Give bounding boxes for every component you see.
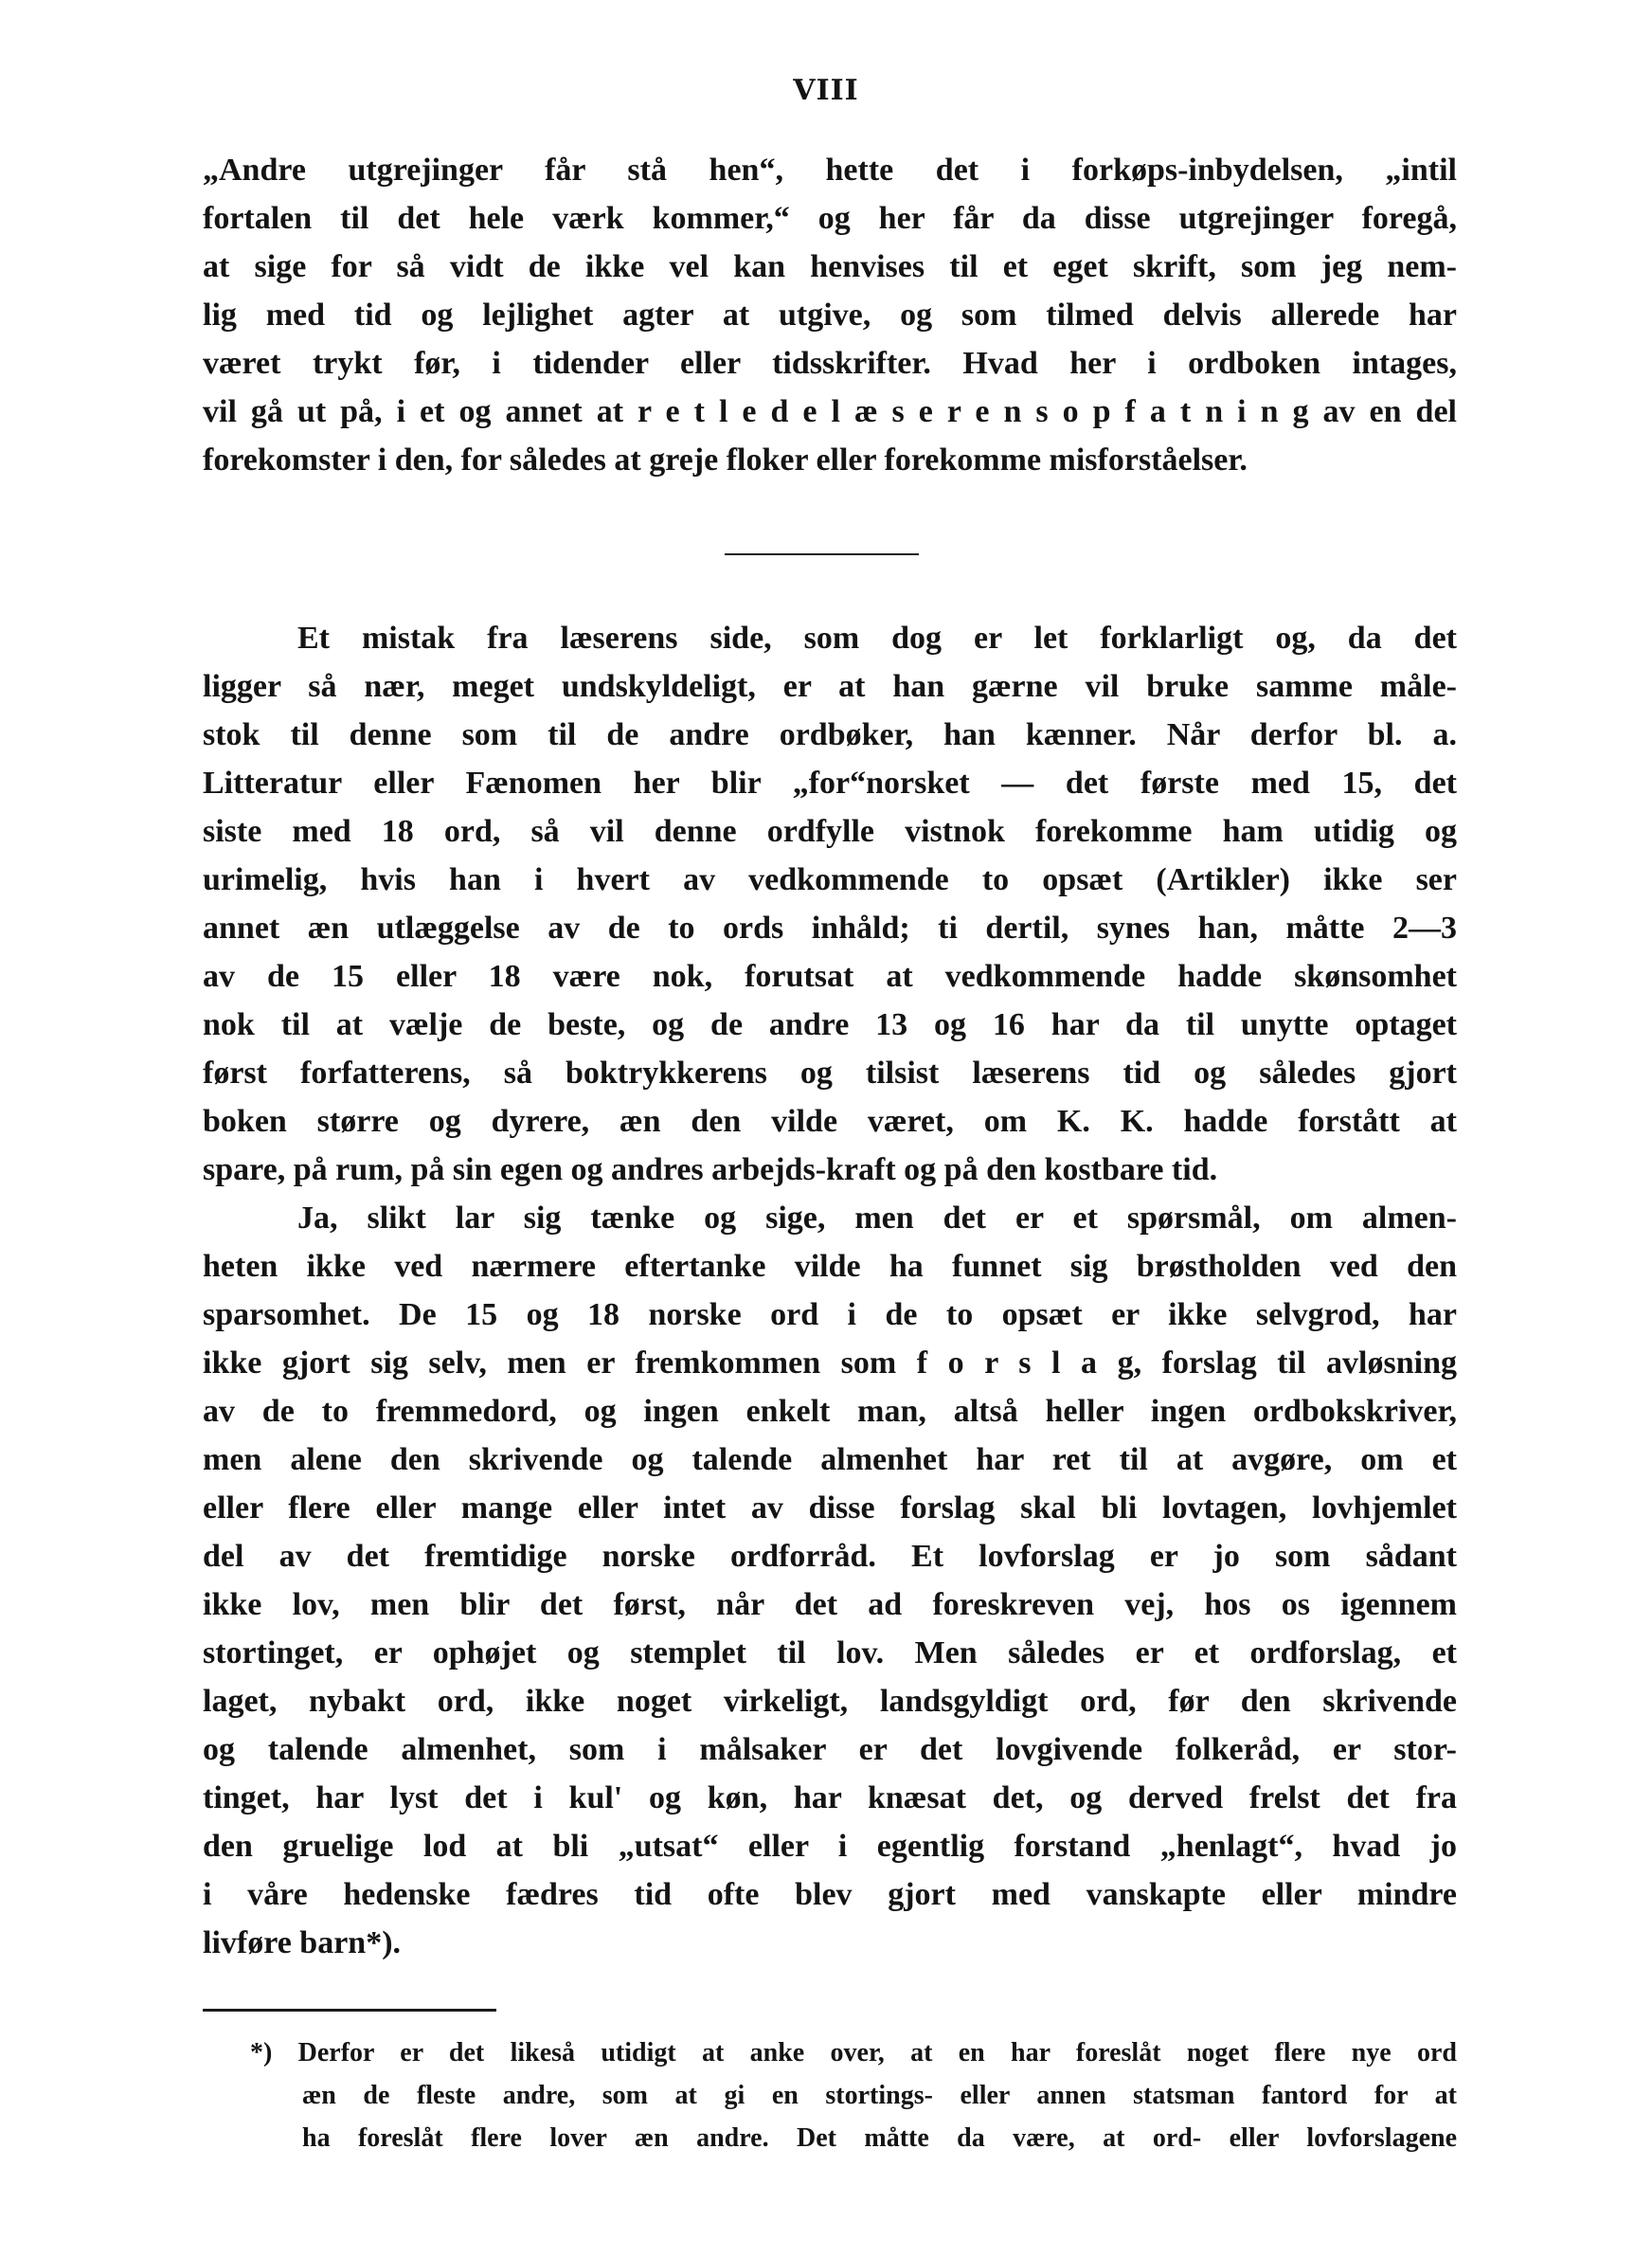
text-line: men alene den skrivende og talende almenhet har ret til at avgøre, om et <box>203 1442 1457 1477</box>
text-line: „Andre utgrejinger får stå hen“, hette det i forkøps-inbydelsen, „intil <box>203 153 1457 188</box>
footnote <box>203 2031 1457 2159</box>
text-line: heten ikke ved nærmere eftertanke vilde ha funnet sig brøstholden ved den <box>203 1249 1457 1284</box>
text-line: Et mistak fra læserens side, som dog er let forklarligt og, da det <box>297 621 1457 656</box>
footnote-line: æn de fleste andre, som at gi en stortings- eller annen statsman fantord for at <box>302 2081 1457 2110</box>
text-line: Ja, slikt lar sig tænke og sige, men det er et spørsmål, om almen- <box>297 1201 1457 1236</box>
text-line: vil gå ut på, i et og annet at r e t l e d e l æ s e r e n s o p f a t n i n g av en del <box>203 394 1457 429</box>
text-line: stok til denne som til de andre ordbøker, han kænner. Når derfor bl. a. <box>203 717 1457 752</box>
text-line: av de 15 eller 18 være nok, forutsat at vedkommende hadde skønsomhet <box>203 959 1457 994</box>
text-line: laget, nybakt ord, ikke noget virkeligt, landsgyldigt ord, før den skrivende <box>203 1684 1457 1719</box>
text-line: at sige for så vidt de ikke vel kan henvises til et eget skrift, som jeg nem- <box>203 249 1457 284</box>
text-line: ikke lov, men blir det først, når det ad foreskreven vej, hos os igennem <box>203 1587 1457 1622</box>
page-number: VIII <box>793 74 859 107</box>
text-line: eller flere eller mange eller intet av disse forslag skal bli lovtagen, lovhjemlet <box>203 1490 1457 1526</box>
text-line: tinget, har lyst det i kul' og køn, har knæsat det, og derved frelst det fra <box>203 1780 1457 1815</box>
intro-paragraph <box>203 146 1457 484</box>
main-paragraphs <box>203 614 1457 1967</box>
text-line: og talende almenhet, som i målsaker er det lovgivende folkeråd, er stor- <box>203 1732 1457 1767</box>
text-line: været trykt før, i tidender eller tidsskrifter. Hvad her i ordboken intages, <box>203 346 1457 381</box>
footnote-rule <box>203 2009 496 2012</box>
text-line: i våre hedenske fædres tid ofte blev gjort med vanskapte eller mindre <box>203 1877 1457 1912</box>
text-line: boken større og dyrere, æn den vilde været, om K. K. hadde forstått at <box>203 1104 1457 1139</box>
text-line: forekomster i den, for således at greje floker eller forekomme misforståelser. <box>203 442 1248 478</box>
text-line: først forfatterens, så boktrykkerens og tilsist læserens tid og således gjort <box>203 1056 1457 1091</box>
text-line: lig med tid og lejlighet agter at utgive, og som tilmed delvis allerede har <box>203 298 1457 333</box>
section-divider <box>725 553 919 555</box>
footnote-line: ha foreslåt flere lover æn andre. Det måtte da være, at ord- eller lovforslagene <box>302 2123 1457 2153</box>
text-line: annet æn utlæggelse av de to ords inhåld; ti dertil, synes han, måtte 2—3 <box>203 911 1457 946</box>
text-line: ikke gjort sig selv, men er fremkommen som f o r s l a g, forslag til avløsning <box>203 1345 1457 1381</box>
text-line: del av det fremtidige norske ordforråd. Et lovforslag er jo som sådant <box>203 1539 1457 1574</box>
text-line: stortinget, er ophøjet og stemplet til lov. Men således er et ordforslag, et <box>203 1635 1457 1670</box>
text-line: siste med 18 ord, så vil denne ordfylle vistnok forekomme ham utidig og <box>203 814 1457 849</box>
text-line: den gruelige lod at bli „utsat“ eller i egentlig forstand „henlagt“, hvad jo <box>203 1829 1457 1864</box>
text-line: urimelig, hvis han i hvert av vedkommende to opsæt (Artikler) ikke ser <box>203 862 1457 897</box>
footnote-line: *) Derfor er det likeså utidigt at anke over, at en har foreslåt noget flere nye ord <box>250 2038 1457 2067</box>
text-line: fortalen til det hele værk kommer,“ og her får da disse utgrejinger foregå, <box>203 201 1457 236</box>
text-line: nok til at vælje de beste, og de andre 13 og 16 har da til unytte optaget <box>203 1007 1457 1042</box>
text-line: ligger så nær, meget undskyldeligt, er at han gærne vil bruke samme måle- <box>203 669 1457 704</box>
text-line: sparsomhet. De 15 og 18 norske ord i de to opsæt er ikke selvgrod, har <box>203 1297 1457 1332</box>
text-line: livføre barn*). <box>203 1925 402 1960</box>
text-line: Litteratur eller Fænomen her blir „for“norsket — det første med 15, det <box>203 766 1457 801</box>
text-line: av de to fremmedord, og ingen enkelt man, altså heller ingen ordbokskriver, <box>203 1394 1457 1429</box>
text-line: spare, på rum, på sin egen og andres arbejds-kraft og på den kostbare tid. <box>203 1152 1218 1187</box>
